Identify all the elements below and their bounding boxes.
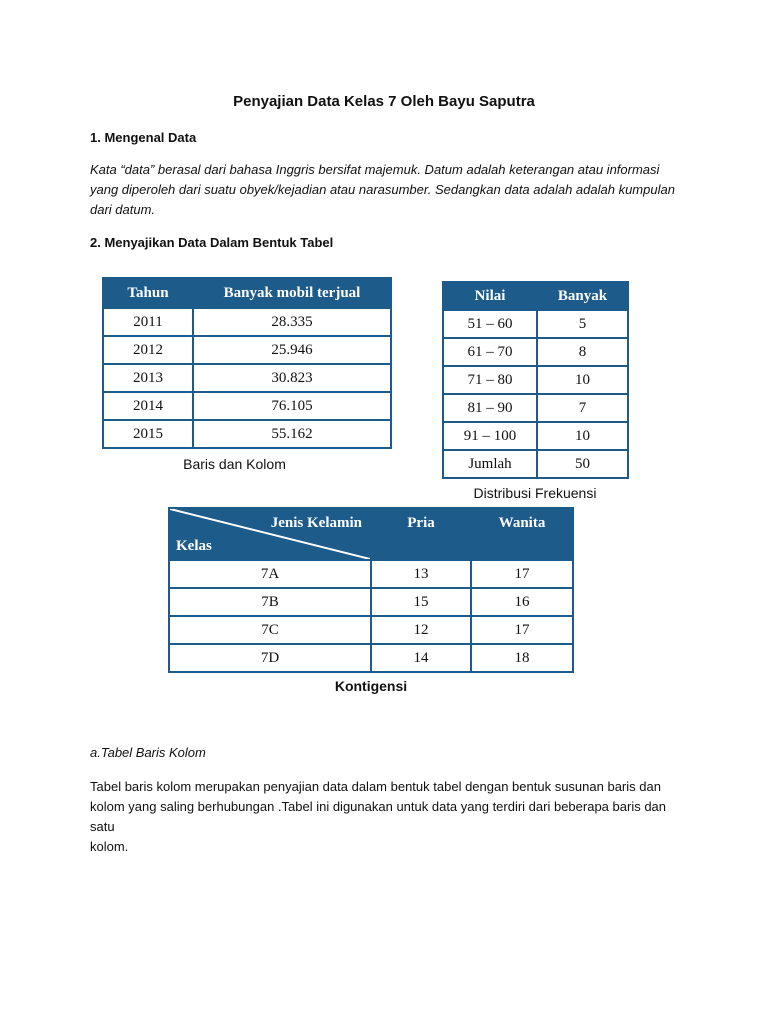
table-row xyxy=(443,394,628,422)
column-header: Banyak mobil terjual xyxy=(193,278,391,308)
document-title: Penyajian Data Kelas 7 Oleh Bayu Saputra xyxy=(233,93,535,110)
section-1-paragraph xyxy=(90,160,690,220)
table-row xyxy=(443,366,628,394)
column-header: Pria xyxy=(371,508,471,560)
table-row xyxy=(443,338,628,366)
corner-header xyxy=(169,508,371,560)
table-cell: 17 xyxy=(471,560,573,588)
table-cell: 5 xyxy=(537,310,628,338)
table-cell: 7A xyxy=(169,560,371,588)
subsection-a-paragraph xyxy=(90,777,690,857)
table-cell: 7C xyxy=(169,616,371,644)
table-caption: Baris dan Kolom xyxy=(183,456,286,472)
column-header: Tahun xyxy=(103,278,193,308)
table-cell: 16 xyxy=(471,588,573,616)
table-cell: 81 – 90 xyxy=(443,394,537,422)
table-kontingensi xyxy=(168,507,574,673)
table-cell: 50 xyxy=(537,450,628,478)
corner-row-label: Kelas xyxy=(176,538,212,554)
table-cell: 7B xyxy=(169,588,371,616)
table-distribusi-frekuensi xyxy=(442,281,629,479)
paragraph-line: kolom yang saling berhubungan .Tabel ini digunakan untuk data yang terdiri dari beberapa baris dan satu xyxy=(90,799,667,834)
table-row xyxy=(103,336,391,364)
table-cell: 17 xyxy=(471,616,573,644)
section-2-heading: 2. Menyajikan Data Dalam Bentuk Tabel xyxy=(90,235,334,250)
table-cell: 14 xyxy=(371,644,471,672)
table-cell: 71 – 80 xyxy=(443,366,537,394)
table-cell: 55.162 xyxy=(193,420,391,448)
corner-column-label: Jenis Kelamin xyxy=(270,515,362,531)
table-cell: 2015 xyxy=(103,420,193,448)
table-cell: 10 xyxy=(537,422,628,450)
table-row xyxy=(169,560,573,588)
table-row xyxy=(103,392,391,420)
paragraph-line: yang diperoleh dari suatu obyek/kejadian atau narasumber. Sedangkan data adalah adalah kumpulan xyxy=(90,182,675,197)
table-cell: 7D xyxy=(169,644,371,672)
table-caption: Kontigensi xyxy=(334,678,408,694)
paragraph-line: Kata “data” berasal dari bahasa Inggris bersifat majemuk. Datum adalah keterangan atau informasi xyxy=(90,162,660,177)
table-cell: 10 xyxy=(537,366,628,394)
table-cell: 76.105 xyxy=(193,392,391,420)
table-cell: Jumlah xyxy=(443,450,537,478)
table-cell: 61 – 70 xyxy=(443,338,537,366)
table-row xyxy=(103,364,391,392)
table-cell: 2012 xyxy=(103,336,193,364)
column-header: Banyak xyxy=(537,282,628,310)
table-cell: 28.335 xyxy=(193,308,391,336)
table-row xyxy=(103,420,391,448)
paragraph-line: Tabel baris kolom merupakan penyajian data dalam bentuk tabel dengan bentuk susunan baris dan xyxy=(90,779,661,794)
table-cell: 8 xyxy=(537,338,628,366)
table-row xyxy=(443,450,628,478)
table-cell: 7 xyxy=(537,394,628,422)
table-baris-kolom xyxy=(102,277,392,449)
table-cell: 30.823 xyxy=(193,364,391,392)
section-1-heading: 1. Mengenal Data xyxy=(90,130,197,145)
table-row xyxy=(103,308,391,336)
table-cell: 12 xyxy=(371,616,471,644)
paragraph-line: dari datum. xyxy=(90,202,156,217)
table-row xyxy=(443,310,628,338)
table-row xyxy=(169,644,573,672)
table-row xyxy=(443,422,628,450)
table-cell: 15 xyxy=(371,588,471,616)
table-cell: 2011 xyxy=(103,308,193,336)
table-cell: 18 xyxy=(471,644,573,672)
table-cell: 2013 xyxy=(103,364,193,392)
table-cell: 91 – 100 xyxy=(443,422,537,450)
table-cell: 25.946 xyxy=(193,336,391,364)
column-header: Wanita xyxy=(471,508,573,560)
table-row xyxy=(169,616,573,644)
column-header: Nilai xyxy=(443,282,537,310)
table-cell: 2014 xyxy=(103,392,193,420)
table-cell: 51 – 60 xyxy=(443,310,537,338)
table-cell: 13 xyxy=(371,560,471,588)
table-caption: Distribusi Frekuensi xyxy=(473,485,597,501)
table-row xyxy=(169,588,573,616)
paragraph-line: kolom. xyxy=(90,839,129,854)
subsection-a-heading: a.Tabel Baris Kolom xyxy=(90,745,206,760)
